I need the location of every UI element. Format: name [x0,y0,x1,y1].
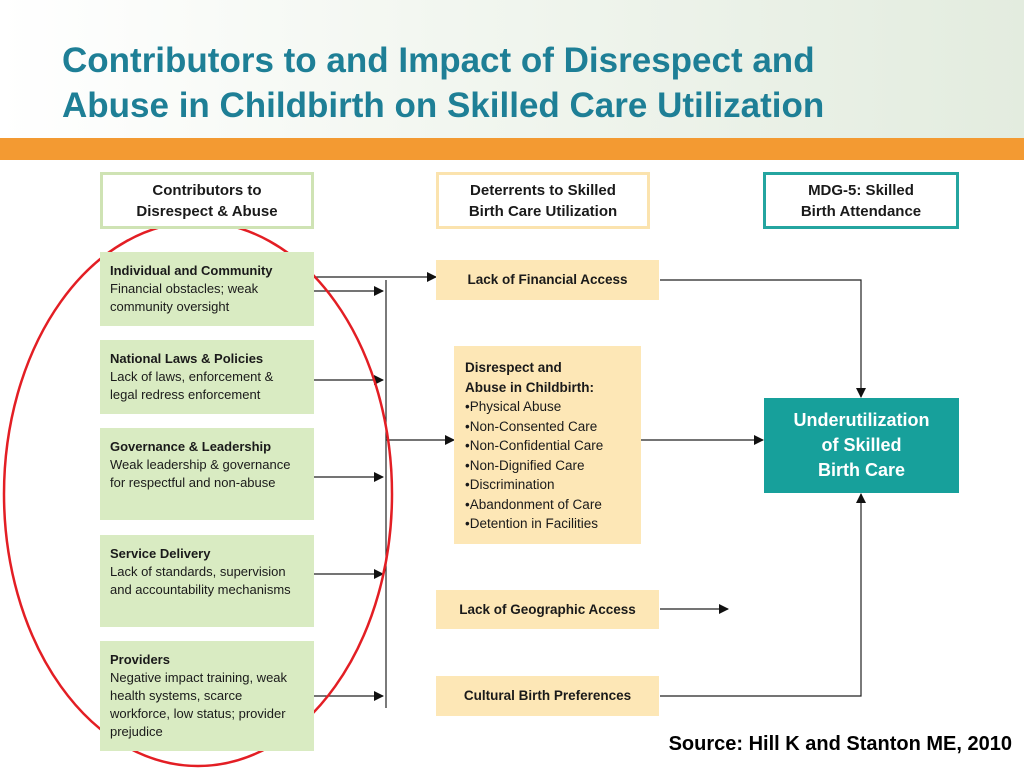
contributor-title: Individual and Community [110,263,273,278]
slide-title: Contributors to and Impact of Disrespect and Abuse in Childbirth on Skilled Care Utilization [62,41,825,125]
contributor-desc: Negative impact training, weak health systems, scarce workforce, low status; provider prejudice [110,670,288,739]
contributor-desc: Lack of standards, supervision and accountability mechanisms [110,564,291,597]
list-item: • Discrimination [465,475,631,495]
contributor-governance [100,428,314,520]
contributor-title: Service Delivery [110,546,211,561]
list-item: • Non-Dignified Care [465,456,631,476]
deterrent-geographic-access: Lack of Geographic Access [436,590,659,629]
deterrent-financial-access: Lack of Financial Access [436,260,659,300]
deterrent-cultural-preferences: Cultural Birth Preferences [436,676,659,716]
contributor-service-delivery [100,535,314,627]
contributor-individual-community [100,252,314,326]
contributor-desc: Financial obstacles; weak community oversight [110,281,259,314]
source-citation: Source: Hill K and Stanton ME, 2010 [668,733,1012,755]
list-item: • Non-Consented Care [465,417,631,437]
header-mdg5: MDG-5: Skilled Birth Attendance [763,172,959,229]
list-item: • Non-Confidential Care [465,436,631,456]
header-contributors: Contributors to Disrespect & Abuse [100,172,314,229]
contributor-providers [100,641,314,751]
connector-cultural-outcome [660,494,861,696]
contributor-desc: Weak leadership & governance for respectful and non-abuse [110,457,291,490]
contributor-title: Providers [110,652,170,667]
contributor-title: Governance & Leadership [110,439,272,454]
connector-financial-outcome [660,280,861,397]
contributor-title: National Laws & Policies [110,351,264,366]
outcome-underutilization: Underutilization of Skilled Birth Care [764,398,959,493]
deterrent-disrespect-abuse [454,346,641,544]
contributor-desc: Lack of laws, enforcement & legal redress enforcement [110,369,274,402]
contributor-national-laws [100,340,314,414]
list-item: • Abandonment of Care [465,495,631,515]
disrespect-title: Disrespect and Abuse in Childbirth: [465,360,594,395]
header-deterrents: Deterrents to Skilled Birth Care Utilization [436,172,650,229]
list-item: • Detention in Facilities [465,514,631,534]
list-item: • Physical Abuse [465,397,631,417]
disrespect-list [465,397,631,534]
